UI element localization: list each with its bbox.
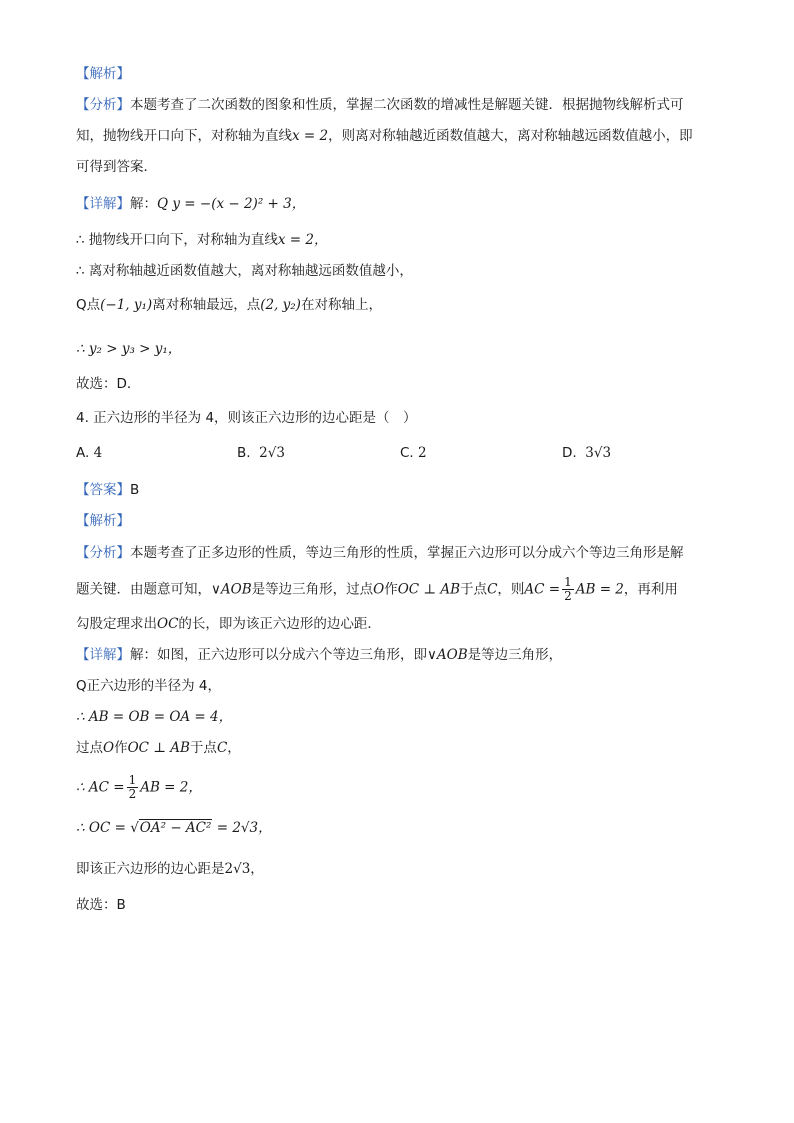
- s-line-4: [76, 774, 202, 801]
- math-triangle-aob-2: ∨AOB: [427, 647, 468, 663]
- math-c: C: [487, 581, 498, 598]
- step1-text: ∴ 抛物线开口向下，对称轴为直线: [76, 232, 278, 248]
- math-oc-2: ∴ OC =: [76, 820, 126, 836]
- fenxi2-text-2b: 是等边三角形，过点: [251, 581, 374, 598]
- fenxi2-text-3a: 勾股定理求出: [76, 616, 157, 632]
- math-ac: AC =: [524, 581, 561, 598]
- fenxi2-text-2c: 作: [384, 581, 398, 598]
- option-b-label: B.: [237, 445, 251, 461]
- math-axis: x = 2，: [277, 232, 328, 248]
- xiangjie-label-2: 【详解】: [76, 647, 130, 663]
- math-ab-2: AB = 2，: [140, 779, 202, 796]
- s-line-5: ∴ OC = √OA² − AC² = 2√3，: [76, 820, 272, 836]
- math-triangle-aob: ∨AOB: [211, 581, 252, 598]
- option-a-label: A.: [76, 445, 90, 461]
- s6-text-a: 即该正六边形的边心距是: [76, 861, 225, 877]
- math-perp-2: OC ⊥ AB: [127, 740, 190, 756]
- fenxi-label-2: 【分析】: [76, 545, 130, 561]
- fenxi-line-1: [76, 95, 684, 115]
- math-result: = 2√3，: [216, 820, 272, 836]
- daan-label: 【答案】: [76, 482, 130, 498]
- xiangjie2-text-b: 是等边三角形，: [467, 647, 563, 663]
- option-b-value: 2√3: [259, 445, 285, 461]
- fenxi2-text-2d: 于点: [460, 581, 488, 598]
- math-point-1: (−1, y₁): [100, 297, 153, 313]
- math-point-2: (2, y₂): [260, 297, 301, 313]
- option-c-value: 2: [418, 445, 427, 461]
- s-line-2: [76, 707, 232, 727]
- fenxi-line-3: 可得到答案．: [76, 159, 157, 175]
- option-a-value: 4: [93, 445, 103, 461]
- option-c: [400, 443, 427, 463]
- fenxi-label-1: 【分析】: [76, 97, 130, 113]
- option-d: [562, 443, 611, 463]
- daan-value: B: [130, 482, 140, 498]
- xiangjie-label-1: 【详解】: [76, 196, 130, 212]
- option-b: [237, 443, 285, 463]
- frac-num-2: 1: [128, 773, 137, 787]
- xiangjie-text-1: 解：: [130, 196, 157, 212]
- math-perp: OC ⊥ AB: [397, 581, 461, 598]
- s3-text-d: ，: [227, 740, 241, 756]
- math-equal-sides: ∴ AB = OB = OA = 4，: [76, 709, 233, 725]
- answer-line-1: 故选：D．: [76, 376, 141, 392]
- xiangjie-line-1: [76, 194, 305, 214]
- fenxi2-line-3: [76, 614, 381, 634]
- s3-text-a: 过点: [76, 740, 103, 756]
- jiexi-label-1: 【解析】: [76, 66, 130, 82]
- fenxi2-text-1: 本题考查了正多边形的性质，等边三角形的性质，掌握正六边形可以分成六个等边三角形是解: [130, 545, 684, 561]
- s-line-1: Q正六边形的半径为 4，: [76, 678, 222, 694]
- option-d-label: D.: [562, 445, 577, 461]
- fraction-half-2: [127, 774, 139, 801]
- answer-line-2: 故选：B: [76, 897, 126, 913]
- math-ab: AB = 2: [575, 581, 624, 598]
- math-c-2: C: [216, 740, 228, 756]
- math-ac-2: ∴ AC =: [76, 779, 125, 796]
- frac-den-2: 2: [128, 787, 137, 801]
- fenxi2-text-2a: 题关键．由题意可知，: [76, 581, 211, 598]
- math-2sqrt3: 2√3: [224, 861, 251, 877]
- fenxi-line-2: [76, 126, 693, 146]
- math-radicand: OA² − AC²: [139, 820, 212, 836]
- s-line-6: [76, 859, 264, 879]
- step3-text-a: Q点: [76, 297, 101, 313]
- s3-text-b: 作: [114, 740, 128, 756]
- step3-text-c: 在对称轴上，: [300, 297, 382, 313]
- fraction-half: [562, 576, 574, 603]
- s3-text-c: 于点: [189, 740, 217, 756]
- frac-den: 2: [564, 589, 572, 603]
- question-4-stem: 4. 正六边形的半径为 4，则该正六边形的边心距是（ ）: [76, 410, 417, 426]
- answer-tag-line: [76, 480, 139, 500]
- fenxi2-line-2: [76, 576, 678, 603]
- math-oc: OC: [157, 616, 179, 632]
- math-x-eq-2: x = 2: [292, 128, 329, 144]
- jiexi-label-2: 【解析】: [76, 513, 130, 529]
- fenxi-text-2a: 知，抛物线开口向下，对称轴为直线: [76, 128, 292, 144]
- frac-num: 1: [564, 575, 572, 589]
- math-o-2: O: [103, 740, 115, 756]
- option-c-label: C.: [400, 445, 414, 461]
- step-line-3: [76, 295, 382, 315]
- fenxi2-line-1: [76, 543, 684, 563]
- s6-text-b: ，: [250, 861, 264, 877]
- fenxi2-text-2f: ，再利用: [623, 581, 678, 598]
- step-line-1: [76, 230, 328, 250]
- xiangjie2-line-1: [76, 645, 562, 665]
- fenxi-text-2b: ，则离对称轴越近函数值越大，离对称轴越远函数值越小，即: [328, 128, 693, 144]
- step-line-4: [76, 339, 181, 359]
- fenxi2-text-2e: ，则: [497, 581, 525, 598]
- s-line-3: [76, 738, 241, 758]
- math-o: O: [373, 581, 385, 598]
- option-d-value: 3√3: [585, 445, 612, 461]
- step-line-2: ∴ 离对称轴越近函数值越大，离对称轴越远函数值越小，: [76, 263, 413, 279]
- option-a: [76, 443, 102, 463]
- fenxi-text-1: 本题考查了二次函数的图象和性质，掌握二次函数的增减性是解题关键．根据抛物线解析式可: [130, 97, 684, 113]
- step3-text-b: 离对称轴最远，点: [152, 297, 261, 313]
- xiangjie2-text-a: 解：如图，正六边形可以分成六个等边三角形，即: [130, 647, 427, 663]
- math-parabola-eq: Q y = −(x − 2)² + 3，: [157, 196, 306, 212]
- fenxi2-text-3b: 的长，即为该正六边形的边心距．: [178, 616, 381, 632]
- math-inequality: ∴ y₂ > y₃ > y₁，: [76, 341, 182, 357]
